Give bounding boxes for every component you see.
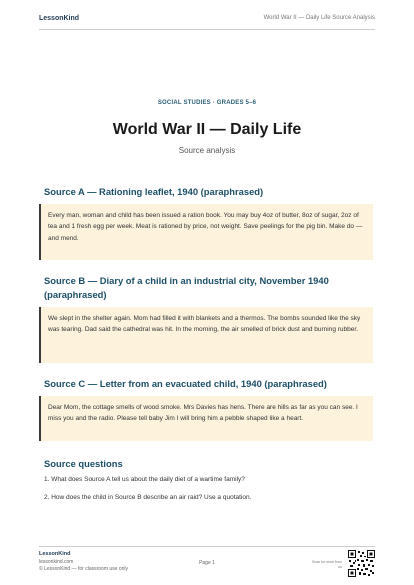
question-item: 1. What does Source A tell us about the daily diet of a wartime family? (44, 476, 245, 483)
header-doc-title: World War II — Daily Life Source Analysis (263, 15, 375, 21)
header-brand: LessonKind (39, 15, 80, 22)
source-b-text: We slept in the shelter again. Mom had filled it with blankets and a thermos. The bombs sounded like the sky was tearing. Dad said the cathedral was hit. In the morning, the air smelled of brick dust and burning rubber. (48, 315, 361, 334)
qr-code-icon[interactable] (348, 550, 375, 577)
page-title: World War II — Daily Life (112, 121, 302, 138)
question-item: 2. How does the child in Source B describe an air raid? Use a quotation. (44, 494, 252, 501)
header-divider (39, 29, 375, 30)
source-b-heading: Source B — Diary of a child in an industrial city, November 1940 (paraphrased) (44, 275, 329, 300)
source-b-box (39, 307, 373, 363)
footer-scan-text: Scan for more from us (312, 560, 342, 569)
source-a-text: Every man, woman and child has been issued a ration book. You may buy 4oz of butter, 8oz of sugar, 2oz of tea and 1 fresh egg per week. Meat is rationed by price, not weight. Save peelings for the pig bin. Make do — and mend. (48, 212, 363, 242)
footer-brand: LessonKind (39, 551, 71, 557)
page-number: Page 1 (199, 560, 215, 566)
source-a-box (39, 204, 373, 260)
source-c-text: Dear Mom, the cottage smells of wood smoke. Mrs Davies has hens. There are hills as far as you can see. I miss you and the radio. Please tell baby Jim I will bring him a pebble shaped like a heart. (48, 404, 358, 423)
footer-copyright: © LessonKind — for classroom use only (39, 566, 129, 572)
page-header (0, 0, 414, 40)
source-c-heading: Source C — Letter from an evacuated child, 1940 (paraphrased) (44, 378, 327, 389)
questions-heading: Source questions (44, 458, 123, 469)
footer-divider (39, 546, 375, 547)
footer-site-link[interactable]: lessonkind.com (39, 559, 74, 565)
subject-label: SOCIAL STUDIES · GRADES 5–6 (157, 100, 257, 106)
source-c-box (39, 396, 373, 441)
page-subtitle: Source analysis (178, 146, 236, 155)
source-a-heading: Source A — Rationing leaflet, 1940 (paraphrased) (44, 186, 264, 197)
